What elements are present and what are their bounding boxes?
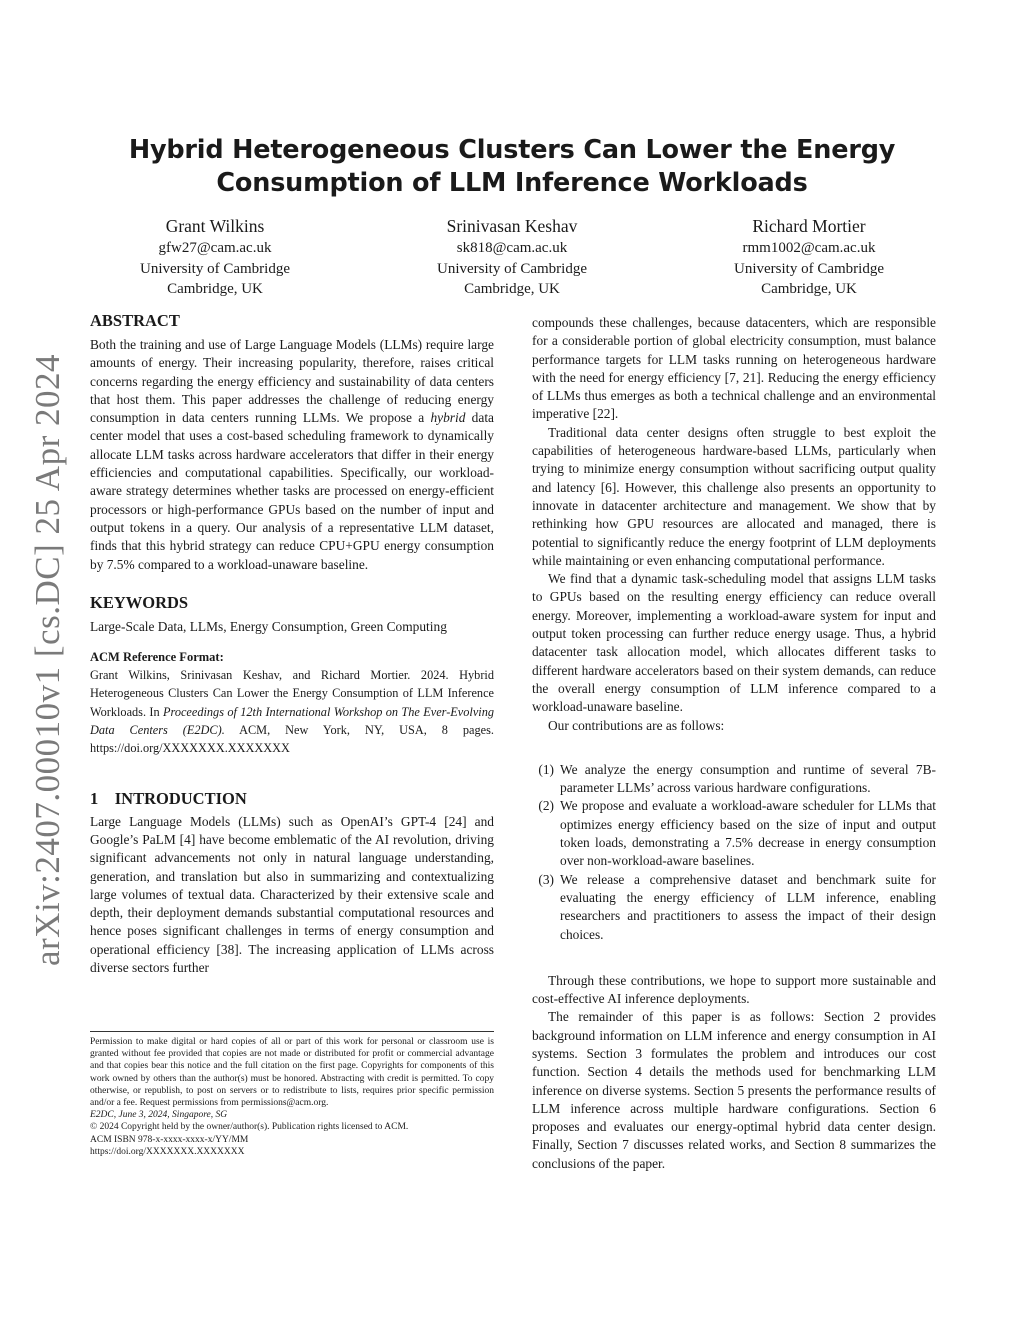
arxiv-identifier-text: arXiv:2407.00010v1 [cs.DC] 25 Apr 2024	[28, 353, 67, 967]
author-name: Richard Mortier	[752, 216, 866, 236]
right-column	[532, 314, 936, 1173]
author-location: Cambridge, UK	[761, 281, 857, 297]
author-block	[90, 214, 934, 300]
conference-info: E2DC, June 3, 2024, Singapore, SG	[90, 1110, 228, 1121]
author-email: rmm1002@cam.ac.uk	[742, 240, 876, 256]
introduction-paragraph: Large Language Models (LLMs) such as OpenAI’s GPT-4 [24] and Google’s PaLM [4] have become emblematic of the AI revolution, driving significant advancements not only in natural language understanding, generation, and translation but also in summarizing and contextualizing large volumes of textual data. Characterized by their extensive scale and depth, their deployment demands substantial computational resources and hence poses significant challenges in terms of energy consumption and operational efficiency [38]. The increasing application of LLMs across diverse sectors further	[90, 813, 494, 976]
author-3	[684, 214, 934, 300]
author-email: sk818@cam.ac.uk	[456, 240, 568, 256]
intro-continued-paragraph: compounds these challenges, because datacenters, which are responsible for a considerable portion of global electricity consumption, must balance performance targets for LLM tasks running on heterogeneous hardware with the need for energy efficiency [7, 21]. Reducing the energy efficiency of LLMs thus emerges as both a technical challenge and an environmental imperative [22].	[532, 315, 936, 422]
keywords-text: Large-Scale Data, LLMs, Energy Consumption, Green Computing	[90, 618, 447, 634]
reference-format-text: Grant Wilkins, Srinivasan Keshav, and Richard Mortier. 2024. Hybrid Heterogeneous Clusters Can Lower the Energy Consumption of LLM Inference Workloads. In Proceedings of 12th International Workshop on The Ever-Evolving Data Centers (E2DC). ACM, New York, NY, USA, 8 pages. https://doi.org/XXXXXXX.XXXXXXX	[90, 668, 494, 756]
intro-paragraph-5: Through these contributions, we hope to support more sustainable and cost-effective AI inference deployments.	[532, 972, 936, 1007]
reference-venue: Proceedings of 12th International Workshop on The Ever-Evolving Data Centers (E2DC).	[90, 704, 494, 738]
paper-title	[90, 134, 934, 200]
author-affiliation: University of Cambridge	[140, 260, 290, 277]
left-column	[90, 310, 494, 977]
section-title: INTRODUCTION	[114, 788, 247, 808]
list-item: (1) We analyze the energy consumption and runtime of several 7B-parameter LLMs’ across various hardware configurations.	[538, 761, 936, 796]
abstract-emphasis: hybrid	[430, 410, 466, 426]
permission-notice: Permission to make digital or hard copies of all or part of this work for personal or classroom use is granted without fee provided that copies are not made or distributed for profit or commercial advantage and that copies bear this notice and the full citation on the first page. Copyrights for components of this work owned by others than the author(s) must be honored. Abstracting with credit is permitted. To copy otherwise, or republish, to post on servers or to redistribute to lists, requires prior specific permission and/or a fee. Request permissions from permissions@acm.org.	[90, 1037, 494, 1109]
author-location: Cambridge, UK	[464, 281, 560, 297]
intro-paragraph-3: We find that a dynamic task-scheduling model that assigns LLM tasks to GPUs based on the resulting energy efficiency can reduce overall energy. Moreover, implementing a workload-aware system for input and output token processing can further reduce energy usage. Thus, a hybrid datacenter task allocation model, which allocates different tasks to different hardware accelerators based on their system demands, can reduce the overall energy consumption of LLM inference compared to a workload-unaware baseline.	[532, 571, 936, 715]
author-name: Grant Wilkins	[165, 216, 265, 236]
author-name: Srinivasan Keshav	[446, 216, 578, 236]
reference-format-heading: ACM Reference Format:	[90, 650, 224, 665]
list-item: (2) We propose and evaluate a workload-aware scheduler for LLMs that optimizes energy efficiency based on the size of input and output token loads, demonstrating a 7.5% decrease in energy consumption over non-workload-aware baselines.	[538, 798, 936, 869]
introduction-heading	[90, 788, 494, 810]
contributions-list	[532, 761, 936, 944]
section-number: 1	[90, 788, 99, 808]
abstract-heading: ABSTRACT	[90, 311, 180, 330]
author-location: Cambridge, UK	[167, 281, 263, 297]
copyright-line: © 2024 Copyright held by the owner/author(s). Publication rights licensed to ACM.	[90, 1122, 409, 1133]
author-affiliation: University of Cambridge	[437, 260, 587, 277]
author-1	[90, 214, 340, 300]
contributions-intro: Our contributions are as follows:	[548, 717, 725, 733]
copyright-footnote	[90, 1031, 494, 1158]
intro-paragraph-2: Traditional data center designs often struggle to best exploit the capabilities of heterogeneous hardware-based LLMs, particularly when trying to minimize energy consumption without sacrificing output quality and latency [6]. However, this challenge also presents an opportunity to innovate in datacenter architecture and management. We show that by rethinking how GPU resources are allocated and managed, there is potential to significantly reduce the energy footprint of LLM deployments while maintaining or even enhancing computational performance.	[532, 424, 936, 568]
keywords-heading: KEYWORDS	[90, 592, 189, 612]
arxiv-identifier	[28, 350, 68, 970]
author-affiliation: University of Cambridge	[734, 260, 884, 277]
author-2	[387, 214, 637, 300]
abstract-text: Both the training and use of Large Language Models (LLMs) require large amounts of energy. Their increasing popularity, therefore, raises critical concerns regarding the energy efficiency and sustainability of data centers that host them. This paper addresses the challenge of reducing energy consumption in data centers running LLMs. We propose a hybrid data center model that uses a cost-based scheduling framework to dynamically allocate LLM tasks across hardware accelerators that differ in their energy efficiencies and computational capabilities. Specifically, our workload-aware strategy determines whether tasks are processed on energy-efficient processors or high-performance GPUs based on the number of input and output tokens in a query. Our analysis of a representative LLM dataset, finds that this hybrid strategy can reduce CPU+GPU energy consumption by 7.5% compared to a workload-unaware baseline.	[90, 337, 494, 572]
doi-line: https://doi.org/XXXXXXX.XXXXXXX	[90, 1146, 245, 1157]
list-item: (3) We release a comprehensive dataset and benchmark suite for evaluating the energy efficiency of LLM inference, enabling researchers and practitioners to assess the impact of their design choices.	[538, 871, 936, 942]
intro-paragraph-6: The remainder of this paper is as follows: Section 2 provides background information on LLM inference and energy consumption in AI systems. Section 3 formulates the problem and introduces our cost function. Section 4 details the methods used for benchmarking LLM inference on diverse systems. Section 5 presents the performance results of LLM inference across multiple hardware configurations. Section 6 proposes and evaluates our energy-optimal hybrid data center design. Finally, Section 7 discusses related works, and Section 8 summarizes the conclusions of the paper.	[532, 1009, 936, 1171]
isbn-line: ACM ISBN 978-x-xxxx-xxxx-x/YY/MM	[90, 1134, 249, 1145]
title-line-1: Hybrid Heterogeneous Clusters Can Lower the Energy	[128, 135, 896, 165]
author-email: gfw27@cam.ac.uk	[158, 240, 272, 256]
title-line-2: Consumption of LLM Inference Workloads	[216, 168, 808, 198]
